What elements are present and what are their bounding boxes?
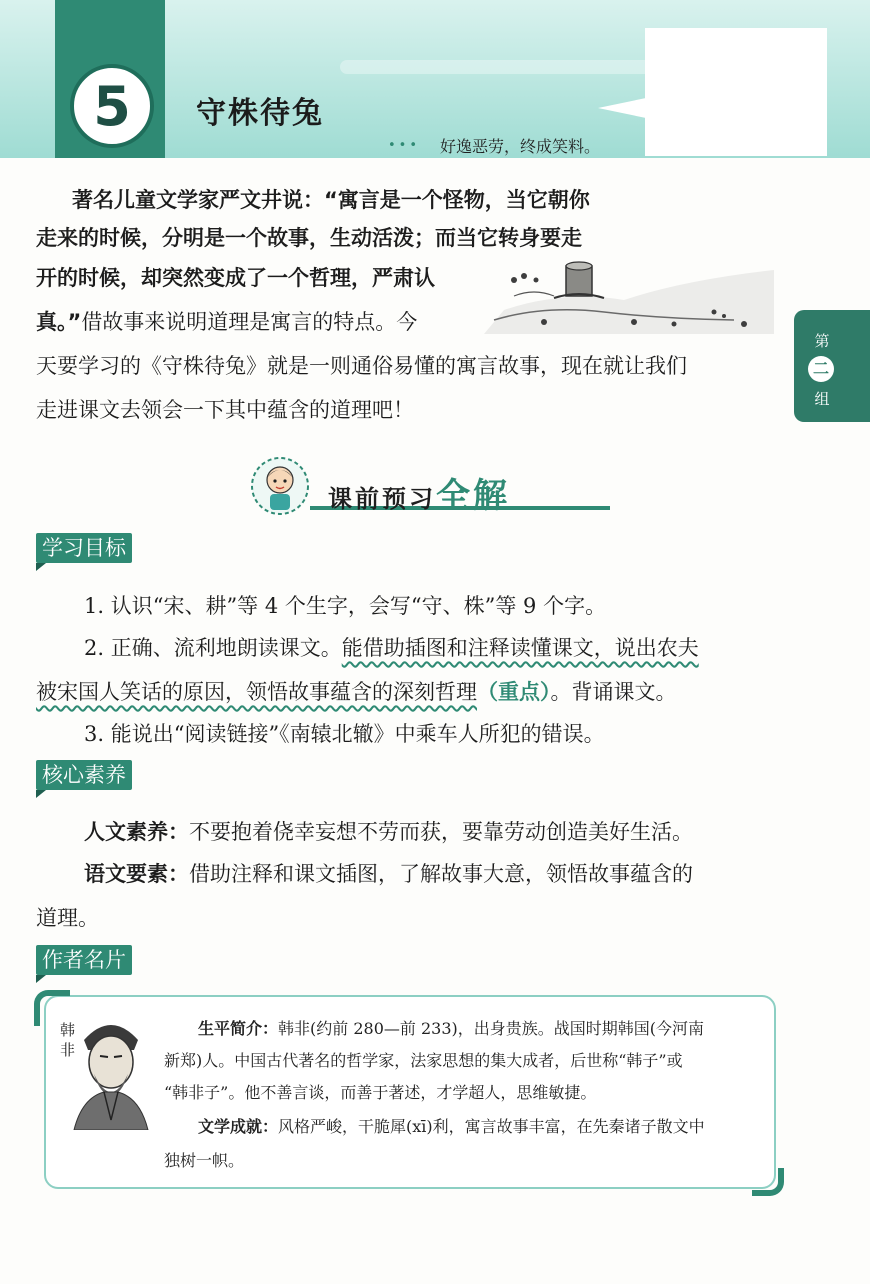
intro-line-6: 走进课文去领会一下其中蕴含的道理吧！: [36, 398, 414, 422]
goal-3: 3. 能说出“阅读链接”《南辕北辙》中乘车人所犯的错误。: [84, 722, 605, 746]
core-tag: 核心素养: [36, 760, 132, 790]
goal-2-key: （重点）: [477, 679, 551, 704]
lesson-number: 5: [70, 64, 154, 148]
bio-text-1: 韩非(约前 280—前 233)，出身贵族。战国时期韩国(今河南: [278, 1019, 704, 1038]
unit-side-tab: [794, 310, 870, 422]
goal-1: 1. 认识“宋、耕”等 4 个生字，会写“守、株”等 9 个字。: [84, 594, 607, 618]
goal-2: [84, 632, 844, 662]
lesson-title: 守株待兔: [196, 96, 324, 131]
banner-title: [328, 468, 510, 517]
lit-line-1: [198, 1114, 798, 1137]
intro-line-2: 走来的时候，分明是一个故事，生动活泼；而当它转身要走: [36, 226, 582, 250]
bio-line-1: [198, 1016, 798, 1039]
banner-title-big: 全解: [436, 476, 510, 516]
bio-label: 生平简介：: [198, 1019, 279, 1038]
core-2-text: 借助注释和课文插图，了解故事大意，领悟故事蕴含的: [189, 862, 693, 886]
side-tab-bottom: 组: [814, 390, 830, 408]
goal-2-cont: [36, 676, 796, 706]
core-2-cont: 道理。: [36, 906, 99, 930]
bio-line-3: “韩非子”。他不善言谈，而善于著述，才学超人，思维敏捷。: [164, 1083, 597, 1102]
intro-line-4-rest: 借故事来说明道理是寓言的特点。今: [81, 310, 418, 334]
core-1: [84, 816, 844, 846]
section-banner: [240, 456, 570, 520]
core-2: [84, 858, 844, 888]
lesson-quote: 好逸恶劳，终成笑料。: [440, 137, 601, 156]
lit-text-1: 风格严峻，干脆犀(xī)利，寓言故事丰富，在先秦诸子散文中: [278, 1117, 705, 1136]
author-tag: 作者名片: [36, 945, 132, 975]
blank-box: [645, 28, 827, 156]
header-wedge: [598, 98, 646, 118]
goal-2-a: 2. 正确、流利地朗读课文。: [84, 636, 342, 660]
core-1-label: 人文素养：: [84, 820, 189, 844]
lit-label: 文学成就：: [198, 1117, 279, 1136]
goal-2-c: 被宋国人笑话的原因，领悟故事蕴含的深刻哲理: [36, 680, 477, 704]
header-decoration: [340, 60, 660, 74]
stump-illustration: [484, 250, 774, 334]
intro-line-3: 开的时候，却突然变成了一个哲理，严肃认: [36, 266, 435, 290]
author-name-vertical: 韩非: [60, 1021, 76, 1059]
lit-line-2: 独树一帜。: [164, 1151, 245, 1170]
intro-line-4-bold: 真。”: [36, 310, 82, 334]
core-2-label: 语文要素：: [84, 862, 189, 886]
goal-2-b: 能借助插图和注释读懂课文，说出农夫: [341, 636, 699, 660]
quote-dots: •••: [388, 138, 421, 153]
core-1-text: 不要抱着侥幸妄想不劳而获，要靠劳动创造美好生活。: [189, 820, 693, 844]
banner-title-main: 课前预习: [328, 485, 436, 513]
goal-2-e: 。背诵课文。: [550, 680, 677, 704]
bio-line-2: 新郑)人。中国古代著名的哲学家，法家思想的集大成者，后世称“韩子”或: [164, 1051, 683, 1070]
side-tab-top: 第: [814, 332, 830, 350]
goals-tag: 学习目标: [36, 533, 132, 563]
han-fei-portrait: [64, 1010, 158, 1130]
intro-line-1: 著名儿童文学家严文井说：“寓言是一个怪物，当它朝你: [72, 188, 590, 212]
side-tab-number: 二: [808, 356, 834, 382]
intro-line-5: 天要学习的《守株待兔》就是一则通俗易懂的寓言故事，现在就让我们: [36, 354, 687, 378]
boy-icon: [244, 456, 310, 518]
card-corner: [752, 1168, 784, 1196]
